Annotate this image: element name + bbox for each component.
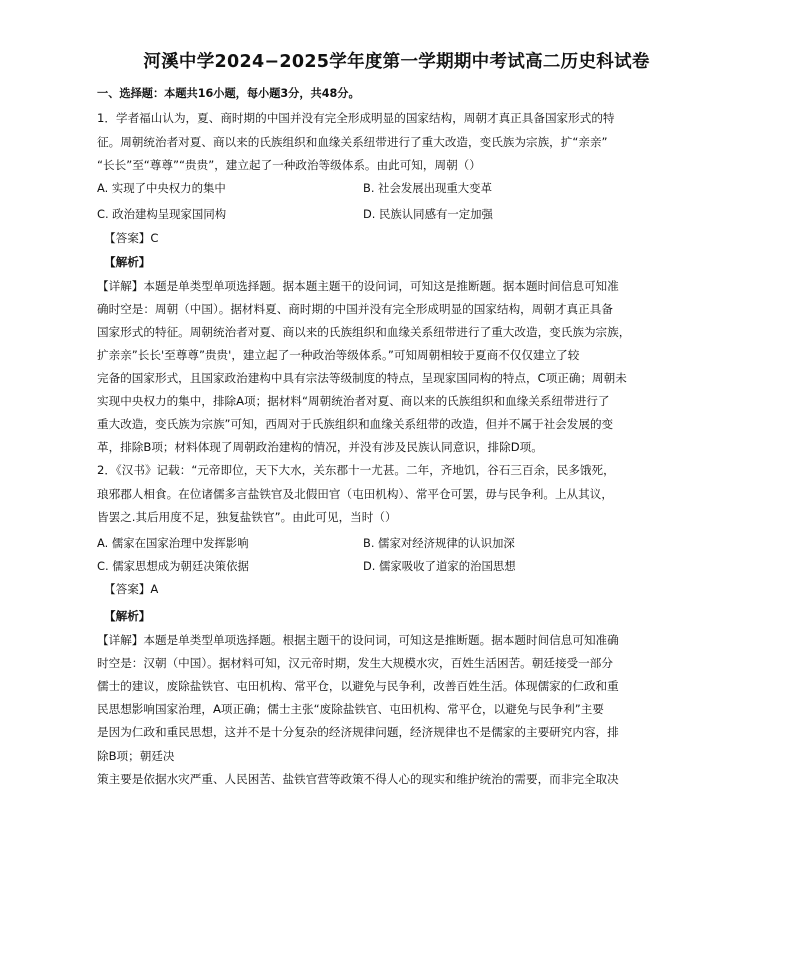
q2-stem-line-1: 2．《汉书》记载：“元帝即位，天下大水，关东郡十一尤甚。二年，齐地饥，谷石三百余，民多饿死，	[97, 463, 615, 477]
q2-option-d: D. 儒家吸收了道家的治国思想	[363, 559, 516, 573]
q1-analysis-line-5: 完备的国家形式，且国家政治建构中具有宗法等级制度的特点，呈现家国同构的特点，C项正确；周朝未	[97, 371, 627, 385]
q1-stem-line-3: “长长”至“尊尊”“贵贵”，建立起了一种政治等级体系。由此可知，周朝（）	[97, 158, 481, 172]
q1-analysis-line-8: 革，排除B项；材料体现了周朝政治建构的情况，并没有涉及民族认同意识，排除D项。	[97, 440, 543, 454]
q2-analysis-line-2: 时空是：汉朝（中国）。据材料可知，汉元帝时期，发生大规模水灾，百姓生活困苦。朝廷接受一部分	[97, 656, 613, 670]
q1-analysis-line-6: 实现中央权力的集中，排除A项；据材料“周朝统治者对夏、商以来的氏族组织和血缘关系纽带进行了	[97, 394, 610, 408]
q1-option-d: D. 民族认同感有一定加强	[363, 207, 493, 221]
q2-option-b: B. 儒家对经济规律的认识加深	[363, 536, 515, 550]
q2-analysis-line-6: 除B项；朝廷决	[97, 749, 175, 763]
q1-analysis-line-2: 确时空是：周朝（中国）。据材料夏、商时期的中国并没有完全形成明显的国家结构，周朝才真正具备	[97, 302, 613, 316]
q2-answer: 【答案】A	[104, 582, 159, 596]
q1-option-c: C. 政治建构呈现家国同构	[97, 207, 227, 221]
q1-analysis-heading: 【解析】	[104, 255, 151, 269]
q2-analysis-heading: 【解析】	[104, 609, 151, 623]
q2-option-a: A. 儒家在国家治理中发挥影响	[97, 536, 249, 550]
q1-analysis-line-1: 【详解】本题是单类型单项选择题。据本题主题干的设问词，可知这是推断题。据本题时间信息可知准	[97, 279, 619, 293]
q2-analysis-line-4: 民思想影响国家治理，A项正确；儒士主张“废除盐铁官、屯田机构、常平仓，以避免与民争利”主要	[97, 702, 604, 716]
exam-title: 河溪中学2024−2025学年度第一学期期中考试高二历史科试卷	[143, 52, 650, 72]
q1-stem-line-1: 1．学者福山认为，夏、商时期的中国并没有完全形成明显的国家结构，周朝才真正具备国家形式的特	[97, 111, 615, 125]
q1-option-a: A. 实现了中央权力的集中	[97, 181, 226, 195]
q2-analysis-line-5: 是因为仁政和重民思想，这并不是十分复杂的经济规律问题，经济规律也不是儒家的主要研究内容，排	[97, 725, 619, 739]
q1-option-b: B. 社会发展出现重大变革	[363, 181, 492, 195]
q2-analysis-continuation: 策主要是依据水灾严重、人民困苦、盐铁官营等政策不得人心的现实和维护统治的需要，而非完全取决	[97, 772, 619, 786]
q2-analysis-line-3: 儒士的建议，废除盐铁官、屯田机构、常平仓，以避免与民争利，改善百姓生活。体现儒家的仁政和重	[97, 679, 619, 693]
section-heading: 一、选择题：本题共16小题，每小题3分，共48分。	[97, 87, 360, 100]
q2-option-c: C. 儒家思想成为朝廷决策依据	[97, 559, 249, 573]
q2-analysis-line-1: 【详解】本题是单类型单项选择题。根据主题干的设问词，可知这是推断题。据本题时间信息可知准确	[97, 633, 619, 647]
q1-analysis-line-4: 扩亲亲”长长'至尊尊”贵贵'，建立起了一种政治等级体系。”可知周朝相较于夏商不仅仅建立了较	[97, 348, 580, 362]
q1-analysis-line-3: 国家形式的特征。周朝统治者对夏、商以来的氏族组织和血缘关系纽带进行了重大改造，变氏族为宗族，	[97, 325, 631, 339]
q1-analysis-line-7: 重大改造，变氏族为宗族”可知，西周对于氏族组织和血缘关系纽带的改造，但并不属于社会发展的变	[97, 417, 614, 431]
q2-stem-line-2: 琅邪郡人相食。在位诸儒多言盐铁官及北假田官（屯田机构）、常平仓可罢，毋与民争利。上从其议，	[97, 487, 613, 501]
q2-stem-line-3: 皆罢之.其后用度不足，独复盐铁官”。由此可见，当时（）	[97, 510, 397, 524]
q1-answer: 【答案】C	[104, 231, 159, 245]
q1-stem-line-2: 征。周朝统治者对夏、商以来的氏族组织和血缘关系纽带进行了重大改造，变氏族为宗族，扩“亲亲”	[97, 135, 608, 149]
